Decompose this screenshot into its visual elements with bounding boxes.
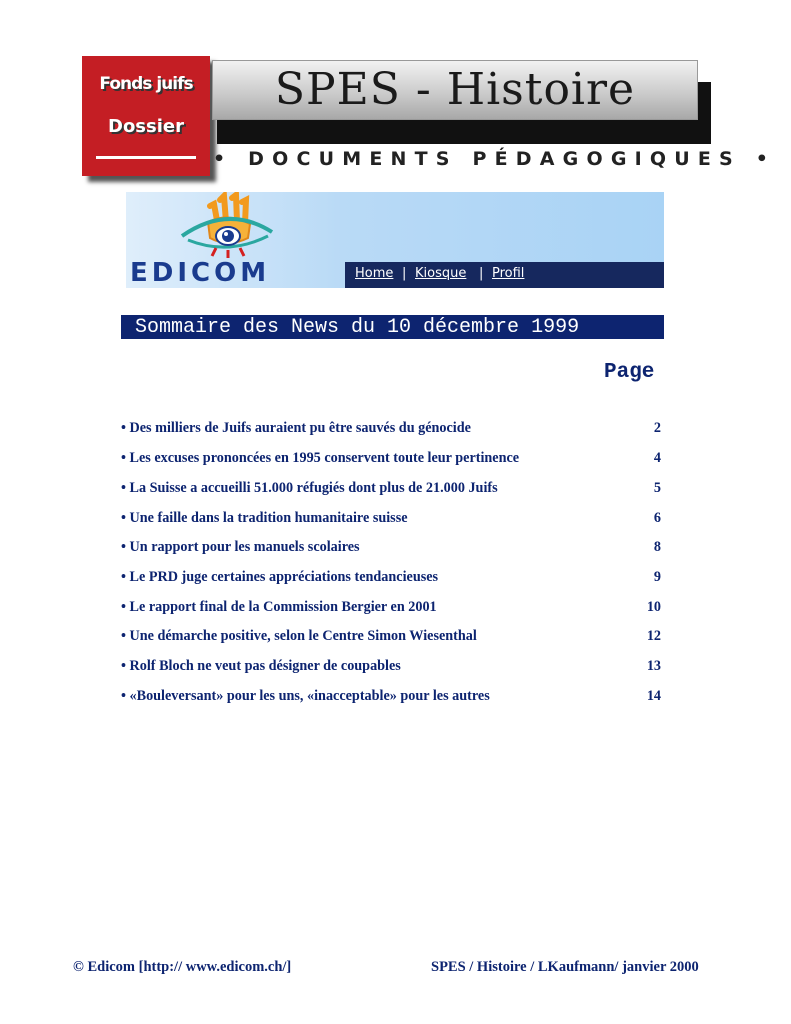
nav-separator: | — [402, 266, 407, 281]
fonds-juifs-dossier-logo — [82, 56, 210, 176]
toc-item-page: 2 — [653, 420, 661, 436]
toc-item[interactable] — [121, 480, 661, 502]
toc-item-page: 12 — [646, 628, 661, 644]
edicom-hand-eye-icon — [152, 192, 282, 258]
toc-item-page: 13 — [646, 658, 661, 674]
footer-credit: SPES / Histoire / LKaufmann/ janvier 2000 — [431, 959, 699, 975]
sommaire-title-bar — [121, 315, 664, 339]
nav-home-link[interactable]: Home — [355, 266, 394, 281]
edicom-banner — [126, 192, 664, 288]
toc-item[interactable] — [121, 688, 661, 710]
toc-item[interactable] — [121, 569, 661, 591]
nav-separator: | — [479, 266, 484, 281]
toc-item[interactable] — [121, 539, 661, 561]
nav-profil-link[interactable]: Profil — [492, 266, 525, 281]
toc-item[interactable] — [121, 420, 661, 442]
toc-item[interactable] — [121, 599, 661, 621]
toc-item[interactable] — [121, 510, 661, 532]
toc-item[interactable] — [121, 658, 661, 680]
spes-histoire-title: SPES - Histoire — [274, 64, 636, 115]
toc-item-page: 8 — [653, 539, 661, 555]
logo-divider — [96, 156, 196, 159]
documents-pedagogiques-subtitle: • DOCUMENTS PÉDAGOGIQUES • — [213, 148, 777, 170]
toc-item-page: 10 — [646, 599, 661, 615]
page-column-label: Page — [604, 361, 655, 384]
sommaire-title: Sommaire des News du 10 décembre 1999 — [135, 316, 580, 339]
dossier-label: Dossier — [108, 116, 184, 137]
toc-item-title: • Le PRD juge certaines appréciations tendancieuses — [121, 569, 439, 585]
toc-item-title: • Des milliers de Juifs auraient pu être sauvés du génocide — [121, 420, 471, 436]
toc-item-title: • La Suisse a accueilli 51.000 réfugiés dont plus de 21.000 Juifs — [121, 480, 498, 496]
edicom-nav-bar — [345, 262, 664, 288]
spes-histoire-banner — [212, 60, 698, 120]
toc-item-title: • Une démarche positive, selon le Centre Simon Wiesenthal — [121, 628, 477, 644]
toc-item-page: 5 — [653, 480, 661, 496]
toc-item-title: • «Bouleversant» pour les uns, «inacceptable» pour les autres — [121, 688, 490, 704]
toc-item-title: • Un rapport pour les manuels scolaires — [121, 539, 360, 555]
toc-item-page: 4 — [653, 450, 661, 466]
toc-item[interactable] — [121, 450, 661, 472]
toc-item-title: • Rolf Bloch ne veut pas désigner de coupables — [121, 658, 401, 674]
toc-item[interactable] — [121, 628, 661, 650]
toc-item-title: • Le rapport final de la Commission Bergier en 2001 — [121, 599, 437, 615]
toc-item-page: 9 — [653, 569, 661, 585]
toc-item-page: 6 — [653, 510, 661, 526]
footer-copyright: © Edicom [http:// www.edicom.ch/] — [73, 959, 292, 975]
edicom-wordmark: EDICOM — [130, 258, 271, 288]
toc-item-page: 14 — [646, 688, 661, 704]
toc-item-title: • Une faille dans la tradition humanitaire suisse — [121, 510, 408, 526]
nav-kiosque-link[interactable]: Kiosque — [415, 266, 467, 281]
toc-item-title: • Les excuses prononcées en 1995 conservent toute leur pertinence — [121, 450, 520, 466]
fonds-juifs-label: Fonds juifs — [99, 74, 193, 94]
